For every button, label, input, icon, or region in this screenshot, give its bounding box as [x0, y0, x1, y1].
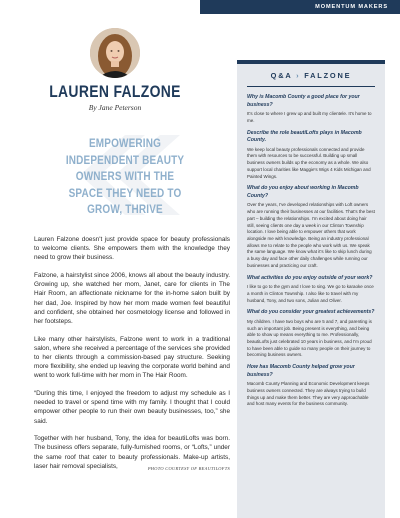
headline-line: OWNERS WITH THE: [75, 170, 175, 184]
qa-title: [247, 71, 375, 80]
paragraph: “During this time, I enjoyed the freedom to adjust my schedule as I needed to travel or spend time with my family. I thought that I could empower other people to run their own beauty businesses, too,” she said.: [34, 390, 230, 425]
paragraph: Lauren Falzone doesn't just provide space for beauty professionals to welcome clients. She empowers them with the knowledge they need to grow their business.: [34, 236, 230, 262]
portrait-image: [90, 28, 140, 78]
author-photo: [90, 28, 140, 78]
headline-line: INDEPENDENT BEAUTY: [65, 153, 185, 167]
paragraph: Like many other hairstylists, Falzone went to work in a traditional salon, where she received a percentage of the services she provided to her clients through a commission-based pay structure. Seeking more flexibility, she ended up leaving the corporate world behind and went to work full-time with her mom in The Hair Room.: [34, 335, 230, 380]
profile-name: LAUREN FALZONE: [49, 82, 181, 101]
qa-title-left: Q&A: [270, 71, 293, 80]
qa-answer: Macomb County Planning and Economic Development keeps business owners connected. They are always trying to build things up and make them better. They are very approachable and host many events for the business community.: [247, 381, 370, 407]
qa-question: What do you enjoy about working in Macomb County?: [247, 185, 359, 199]
qa-question: Why is Macomb County a good place for your business?: [247, 94, 360, 108]
qa-answer: I like to go to the gym and I love to sing. We go to karaoke once a month in Clinton Township. I also like to travel with my husband, Tony, and two sons, Julian and Oliver.: [247, 284, 374, 303]
qa-question: Describe the role beautiLofts plays in Macomb County.: [247, 129, 362, 144]
photo-credit: PHOTO COURTESY OF BEAUTILOFTS: [147, 466, 230, 471]
paragraph: Together with her husband, Tony, the idea for beautiLofts was born. The business offers separate, fully-furnished rooms, or “Lofts,” under the same roof that cater to beauty professionals. Make-up artists, laser hair removal specialists,: [34, 435, 230, 470]
headline-line: GROW, THRIVE: [87, 203, 163, 217]
qa-title-right: FALZONE: [304, 71, 352, 80]
chevron-right-icon: ›: [296, 71, 301, 80]
qa-question: How has Macomb County helped grow your business?: [247, 364, 355, 378]
paragraph: Falzone, a hairstylist since 2006, knows all about the beauty industry. Growing up, she watched her mom, Janet, care for clients in The Hair Room, an affectionate nickname for the in-home salon built by her dad, Joe. Inspired by how her mom made women feel beautiful and confident, she obtained her cosmetology license and followed in her footsteps.: [34, 272, 230, 326]
pull-headline: [20, 136, 230, 219]
qa-question: What activities do you enjoy outside of your work?: [247, 274, 373, 281]
byline: By Jane Peterson: [88, 103, 142, 112]
headline-line: EMPOWERING: [88, 137, 162, 150]
headline-line: SPACE THEY NEED TO: [68, 186, 182, 200]
section-tag: MOMENTUM MAKERS: [200, 0, 400, 14]
sidebar-top-bar: [237, 60, 385, 64]
qa-question: What do you consider your greatest achievements?: [247, 309, 375, 316]
qa-divider: [247, 86, 375, 87]
qa-sidebar: [237, 60, 385, 518]
qa-answer: It's close to where I grew up and built my clientele. It's home to me.: [247, 111, 372, 123]
qa-answer: My children. I have two boys who are 5 and 7, and parenting is such an important job. Being present is everything, and being able to show up means everything to me. Professionally, beautiLofts just celebrated 10 years in business, and I'm proud to have been able to guide so many people on their journey to becoming business owners.: [247, 318, 372, 358]
article-body: [34, 235, 230, 479]
qa-answer: We keep local beauty professionals connected and provide them with resources to be successful. Building up small business owners builds up the economy as a whole. We also support local charities like Maggie's Wigs 4 Kids Michigan and Painted Wings.: [247, 146, 371, 179]
qa-answer: Over the years, I've developed relationships with Loft owners who are running their businesses at our facilities. That's the best part – building the relationships. I'm excited about doing hair still, seeing clients one day a week in our Clinton Township location. I love being able to empower others that work alongside me with knowledge. Being an industry professional allows me to relate to the people who work with us. We speak the same language. We know what it's like to skip lunch during a busy day and face other daily challenges while running our businesses and practicing our craft.: [247, 202, 375, 268]
